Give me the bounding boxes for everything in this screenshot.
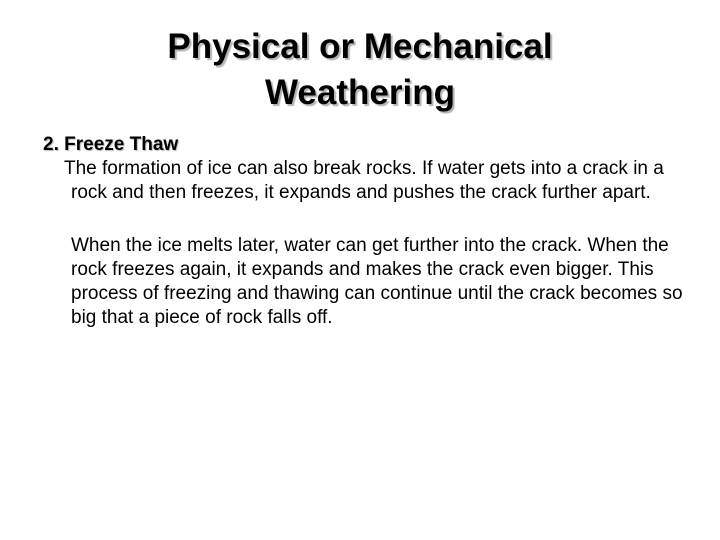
- paragraph-freeze: The formation of ice can also break rocks. If water gets into a crack in a rock and then freezes, it expands and pushes the crack further apart.: [64, 158, 664, 203]
- slide-title-line-2: Weathering: [265, 73, 455, 112]
- slide-body: [43, 133, 683, 330]
- section-heading: 2. Freeze Thaw: [43, 134, 179, 155]
- slide-title: [60, 24, 660, 116]
- slide-title-line-1: Physical or Mechanical: [167, 27, 553, 66]
- paragraph-thaw: When the ice melts later, water can get further into the crack. When the rock freezes again, it expands and makes the crack even bigger. This process of freezing and thawing can continue until the crack becomes so big that a piece of rock falls off.: [71, 235, 683, 328]
